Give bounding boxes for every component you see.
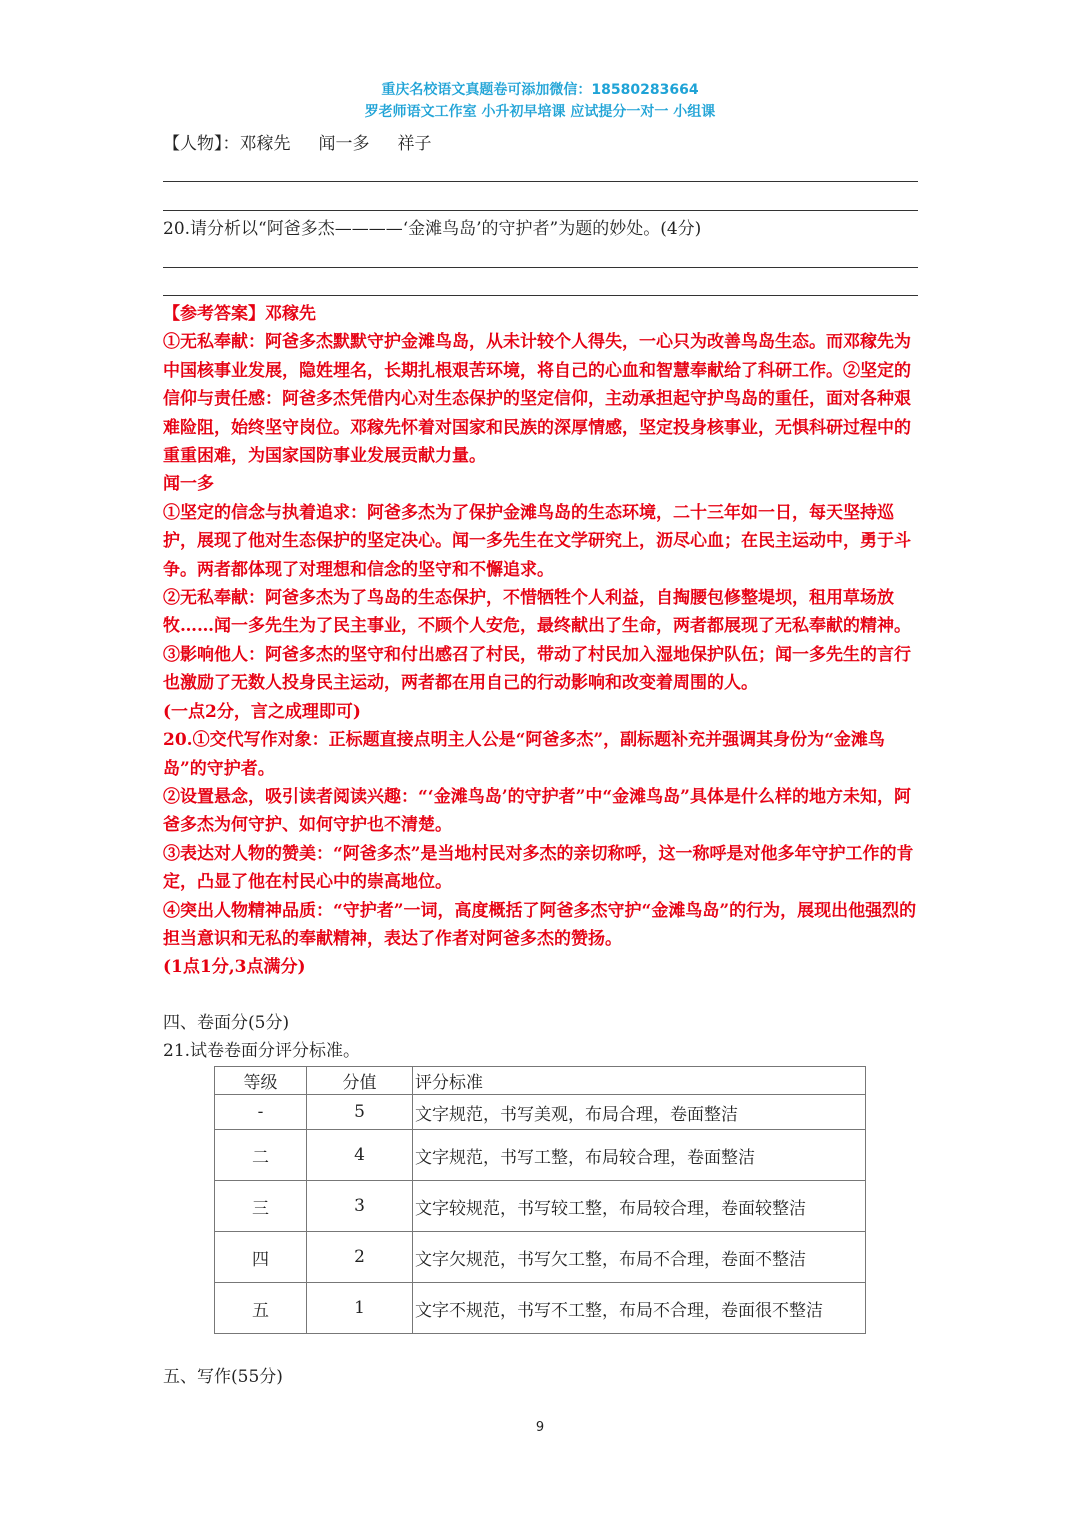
table-row bbox=[215, 1232, 866, 1283]
score-cell: 3 bbox=[307, 1181, 413, 1232]
table-header-row bbox=[215, 1067, 866, 1095]
score-cell: 5 bbox=[307, 1095, 413, 1130]
answer-paragraph: ②无私奉献：阿爸多杰为了鸟岛的生态保护，不惜牺牲个人利益，自掏腰包修整堤坝，租用草场放牧……闻一多先生为了民主事业，不顾个人安危，最终献出了生命，两者都展现了无私奉献的精神。 bbox=[163, 588, 911, 637]
page-number: 9 bbox=[535, 1420, 545, 1435]
question-20: 20.请分析以“阿爸多杰————‘金滩鸟岛’的守护者”为题的妙处。(4分) bbox=[163, 219, 702, 239]
score-cell: 1 bbox=[307, 1283, 413, 1334]
answer-paragraph: 20.①交代写作对象：正标题直接点明主人公是“阿爸多杰”，副标题补充并强调其身份为“金滩鸟岛”的守护者。 bbox=[163, 730, 885, 779]
grade-cell: 五 bbox=[215, 1283, 307, 1334]
table-header: 等级 bbox=[215, 1067, 307, 1095]
header-studio: 罗老师语文工作室 小升初早培课 应试提分一对一 小组课 bbox=[364, 104, 716, 120]
answer-line bbox=[163, 210, 918, 211]
answer-paragraph: ③影响他人：阿爸多杰的坚守和付出感召了村民，带动了村民加入湿地保护队伍；闻一多先生的言行也激励了无数人投身民主运动，两者都在用自己的行动影响和改变着周围的人。 bbox=[163, 644, 911, 694]
page-header bbox=[0, 80, 1080, 123]
table-row bbox=[215, 1283, 866, 1334]
answer-paragraph: ①无私奉献：阿爸多杰默默守护金滩鸟岛，从未计较个人得失，一心只为改善鸟岛生态。而邓稼先为中国核事业发展，隐姓埋名，长期扎根艰苦环境，将自己的心血和智慧奉献给了科研工作。②坚定的信仰与责任感：阿爸多杰凭借内心对生态保护的坚定信仰，主动承担起守护鸟岛的重任，面对各种艰难险阻，始终坚守岗位。邓稼先怀着对国家和民族的深厚情感，坚定投身核事业，无惧科研过程中的重重困难，为国家国防事业发展贡献力量。 bbox=[163, 332, 911, 467]
answer-paragraph: ②设置悬念，吸引读者阅读兴趣：“‘金滩鸟岛’的守护者”中“金滩鸟岛”具体是什么样的地方未知，阿爸多杰为何守护、如何守护也不清楚。 bbox=[163, 786, 911, 836]
answer-line bbox=[163, 181, 918, 182]
answer-heading: 闻一多 bbox=[163, 474, 214, 495]
criteria-cell: 文字欠规范，书写欠工整，布局不合理，卷面不整洁 bbox=[413, 1232, 866, 1283]
answer-line bbox=[163, 295, 918, 296]
answer-paragraph: ④突出人物精神品质：“守护者”一词，高度概括了阿爸多杰守护“金滩鸟岛”的行为，展现出他强烈的担当意识和无私的奉献精神，表达了作者对阿爸多杰的赞扬。 bbox=[163, 900, 917, 949]
table-row bbox=[215, 1181, 866, 1232]
score-cell: 4 bbox=[307, 1130, 413, 1181]
person-name: 祥子 bbox=[397, 134, 432, 154]
table-row bbox=[215, 1130, 866, 1181]
table-header: 评分标准 bbox=[413, 1067, 866, 1095]
criteria-cell: 文字不规范，书写不工整，布局不合理，卷面很不整洁 bbox=[413, 1283, 866, 1334]
answer-heading: 【参考答案】邓稼先 bbox=[163, 304, 316, 324]
section-4-title: 四、卷面分(5分) bbox=[163, 1013, 290, 1033]
person-name: 邓稼先 bbox=[239, 134, 291, 154]
people-label: 【人物】： bbox=[163, 134, 240, 154]
reference-answer bbox=[163, 300, 923, 982]
question-21: 21.试卷卷面分评分标准。 bbox=[163, 1041, 361, 1061]
grade-cell: 三 bbox=[215, 1181, 307, 1232]
grading-table bbox=[214, 1066, 866, 1334]
answer-paragraph: ③表达对人物的赞美：“阿爸多杰”是当地村民对多杰的亲切称呼，这一称呼是对他多年守护工作的肯定，凸显了他在村民心中的崇高地位。 bbox=[163, 843, 914, 893]
grade-cell: 二 bbox=[215, 1130, 307, 1181]
section-5-title: 五、写作(55分) bbox=[163, 1367, 283, 1387]
grade-cell: 四 bbox=[215, 1232, 307, 1283]
person-name: 闻一多 bbox=[318, 134, 370, 154]
answer-note: (1点1分,3点满分) bbox=[163, 957, 306, 978]
answer-line bbox=[163, 267, 918, 268]
criteria-cell: 文字规范，书写美观，布局合理，卷面整洁 bbox=[413, 1095, 866, 1130]
criteria-cell: 文字较规范，书写较工整，布局较合理，卷面较整洁 bbox=[413, 1181, 866, 1232]
table-header: 分值 bbox=[307, 1067, 413, 1095]
header-contact: 重庆名校语文真题卷可添加微信：18580283664 bbox=[381, 82, 699, 98]
people-line bbox=[163, 130, 432, 158]
table-row bbox=[215, 1095, 866, 1130]
answer-note: (一点2分，言之成理即可) bbox=[163, 701, 361, 722]
score-cell: 2 bbox=[307, 1232, 413, 1283]
criteria-cell: 文字规范，书写工整，布局较合理，卷面整洁 bbox=[413, 1130, 866, 1181]
grade-cell: - bbox=[215, 1095, 307, 1130]
answer-paragraph: ①坚定的信念与执着追求：阿爸多杰为了保护金滩鸟岛的生态环境，二十三年如一日，每天坚持巡护，展现了他对生态保护的坚定决心。闻一多先生在文学研究上，沥尽心血；在民主运动中，勇于斗争。两者都体现了对理想和信念的坚守和不懈追求。 bbox=[163, 502, 911, 580]
